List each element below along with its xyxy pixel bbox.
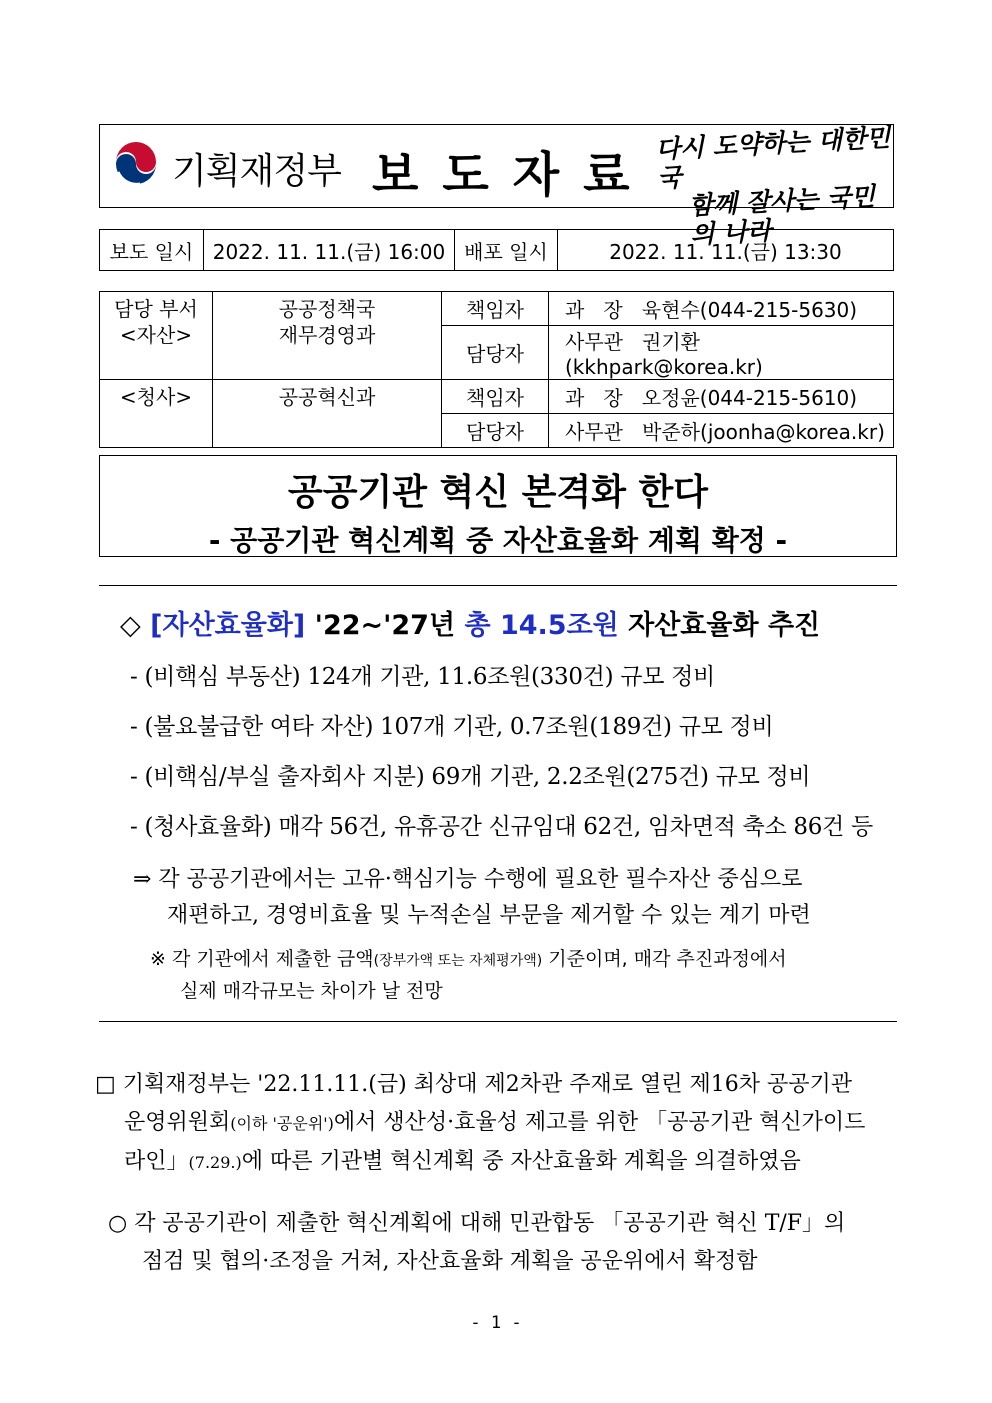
office-label: <청사>: [119, 385, 193, 409]
summary-bullet: [130, 808, 873, 841]
contact-table: [99, 291, 894, 448]
contact-name: 오정윤: [641, 386, 700, 410]
headline-tag: [자산효율화]: [150, 610, 306, 641]
headline-rest: 자산효율화 추진: [628, 610, 821, 641]
report-date-value: 2022. 11. 11.(금) 16:00: [204, 230, 455, 271]
release-date-table: [99, 229, 894, 271]
report-date-label: 보도 일시: [100, 230, 204, 271]
taegeuk-logo-icon: [110, 138, 162, 190]
bullet-text: 107개 기관, 0.7조원(189건) 규모 정비: [373, 714, 774, 740]
para-line: 운영위원회(이하 '공운위')에서 생산성·효율성 제고를 위한 「공공기관 혁신가이드: [124, 1110, 866, 1135]
note-line-2: 실제 매각규모는 차이가 날 전망: [180, 980, 443, 1002]
title-box: [99, 455, 897, 557]
note-small-text: (장부가액 또는 자체평가액): [373, 953, 543, 969]
headline-amount: 총 14.5조원: [464, 610, 619, 641]
contact-person: [549, 292, 894, 326]
bullet-text: 매각 56건, 유휴공간 신규임대 62건, 임차면적 축소 86건 등: [271, 814, 873, 840]
page-number: - 1 -: [470, 1313, 522, 1333]
contact-role: 담당자: [442, 326, 549, 380]
headline-period: '22~'27년: [314, 610, 456, 641]
contact-role: 책임자: [442, 292, 549, 326]
asset-dept-line-2: 재무경영과: [278, 323, 376, 347]
bullet-text: 69개 기관, 2.2조원(275건) 규모 정비: [424, 764, 811, 790]
conclusion-line-2: 재편하고, 경영비효율 및 누적손실 부문을 제거할 수 있는 계기 마련: [167, 903, 811, 928]
contact-name: 육현수: [641, 298, 700, 322]
note-text: 기준이며, 매각 추진과정에서: [542, 948, 787, 970]
contact-role: 담당자: [442, 414, 549, 448]
dept-label-cell: [100, 292, 213, 380]
sub-title: - 공공기관 혁신계획 중 자산효율화 계획 확정 -: [208, 524, 788, 557]
para-line: 점검 및 협의·조정을 거쳐, 자산효율화 계획을 공운위에서 확정함: [142, 1249, 758, 1274]
contact-position: 과 장: [565, 386, 623, 410]
summary-bottom-divider: [99, 1021, 897, 1022]
press-release-title: 보도자료: [372, 147, 654, 203]
bullet-label: - (비핵심/부실 출자회사 지분): [130, 764, 425, 790]
summary-top-divider: [99, 585, 897, 586]
summary-bullet: [130, 658, 715, 691]
contact-person: [549, 380, 894, 414]
contact-person: [549, 414, 894, 448]
contact-position: 사무관: [565, 420, 623, 444]
contact-email-link[interactable]: (joonha@korea.kr): [700, 420, 885, 444]
summary-conclusion: [133, 862, 893, 934]
para-line: 라인」(7.29.)에 따른 기관별 혁신계획 중 자산효율화 계획을 의결하였음: [124, 1149, 801, 1174]
contact-person: [549, 326, 894, 380]
slogan-line-2: 함께 잘사는 국민의 나라: [687, 181, 876, 250]
contact-position: 사무관: [565, 330, 623, 354]
asset-label: <자산>: [119, 323, 193, 347]
note-text: ※ 각 기관에서 제출한 금액: [150, 948, 374, 970]
contact-role: 책임자: [442, 380, 549, 414]
distribution-date-value: 2022. 11. 11.(금) 13:30: [558, 230, 894, 271]
slogan-line-1: 다시 도약하는 대한민국: [655, 122, 891, 193]
distribution-date-label: 배포 일시: [455, 230, 558, 271]
contact-phone: (044-215-5610): [699, 386, 858, 410]
dept-label: 담당 부서: [114, 297, 198, 321]
contact-phone: (044-215-5630): [699, 298, 858, 322]
office-label-cell: [100, 380, 213, 448]
office-dept: 공공혁신과: [278, 385, 376, 409]
para-line: □ 기획재정부는 '22.11.11.(금) 최상대 제2차관 주재로 열린 제16차 공공기관: [95, 1072, 852, 1097]
summary-bullet: [130, 758, 810, 791]
para-line: ○ 각 공공기관이 제출한 혁신계획에 대해 민관합동 「공공기관 혁신 T/F」의: [108, 1211, 846, 1236]
diamond-icon: ◇: [120, 610, 141, 641]
body-paragraph-1: [95, 1066, 895, 1182]
ministry-name: 기획재정부: [172, 151, 341, 192]
bullet-label: - (청사효율화): [130, 814, 272, 840]
conclusion-line-1: ⇒ 각 공공기관에서는 고유·핵심기능 수행에 필요한 필수자산 중심으로: [133, 867, 803, 892]
bullet-label: - (불요불급한 여타 자산): [130, 714, 374, 740]
summary-bullet: [130, 708, 773, 741]
body-paragraph-2: [108, 1205, 898, 1281]
contact-name: 권기환: [642, 330, 701, 354]
asset-dept-line-1: 공공정책국: [278, 297, 376, 321]
bullet-text: 124개 기관, 11.6조원(330건) 규모 정비: [300, 664, 715, 690]
office-dept-cell: [213, 380, 442, 448]
contact-position: 과 장: [565, 298, 623, 322]
bullet-label: - (비핵심 부동산): [130, 664, 301, 690]
contact-name: 박준하: [642, 420, 701, 444]
summary-note: [150, 944, 895, 1006]
summary-headline: [120, 603, 820, 642]
main-title: 공공기관 혁신 본격화 한다: [287, 472, 709, 513]
contact-email-link[interactable]: (kkhpark@korea.kr): [565, 355, 763, 379]
asset-dept-cell: [213, 292, 442, 380]
